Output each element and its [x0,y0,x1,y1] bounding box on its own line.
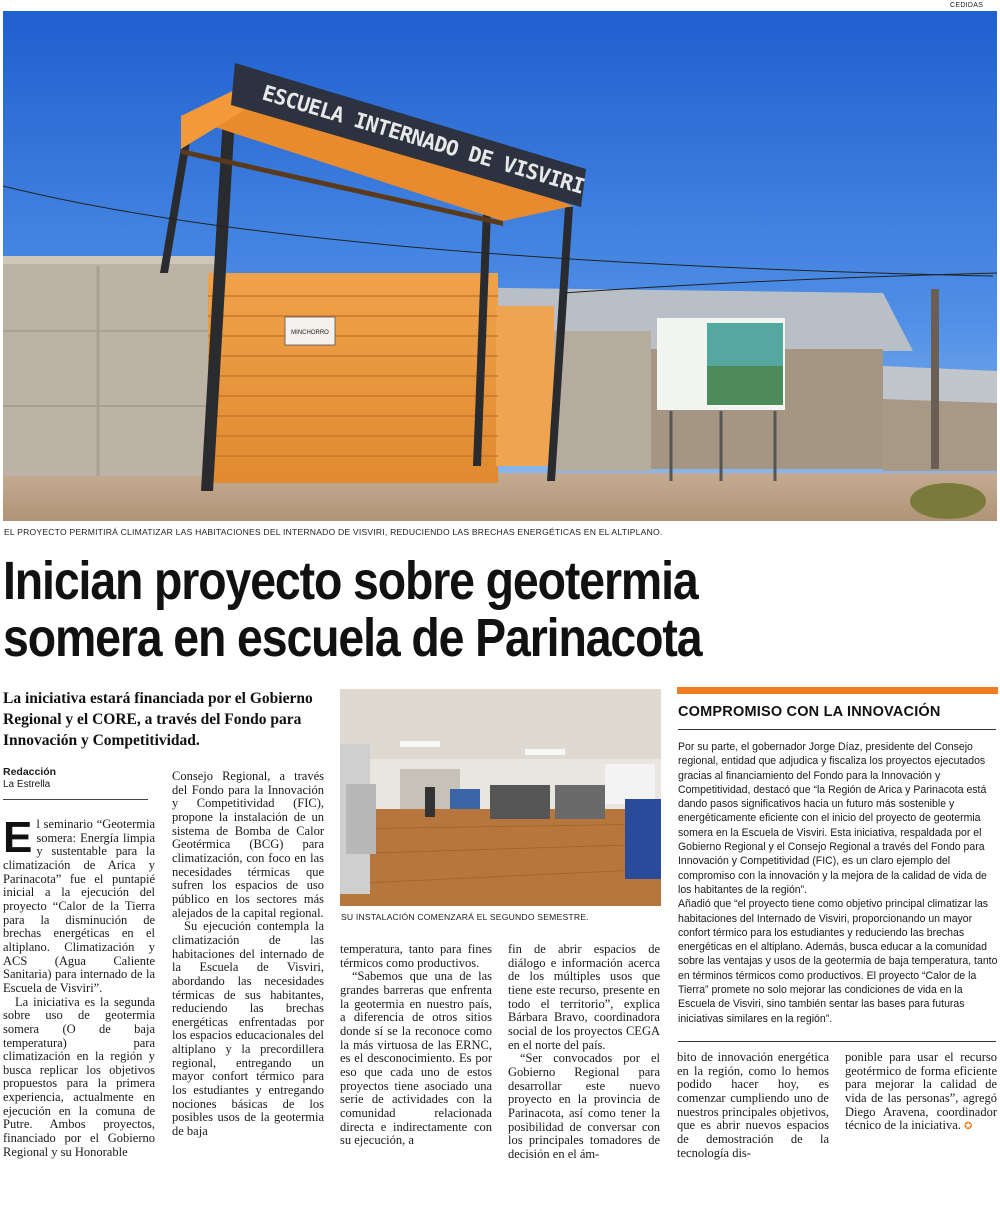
sidebar-text [678,740,998,1026]
headline [3,553,854,667]
body-column-4 [508,943,660,1162]
byline-author: Redacción [3,766,57,778]
sidebar-paragraph: Por su parte, el gobernador Jorge Díaz, presidente del Consejo regional, entidad que adjudica y fiscaliza los proyectos ejecutados gracias al financiamiento del Fondo para la Innovación y Competitividad, destacó que “la Región de Arica y Parinacota está dando pasos significativos hacia un futuro más sostenible y energéticamente eficiente con el inicio del proyecto de geotermia somera en la Escuela de Visviri. Esta iniciativa, respaldada por el Gobierno Regional y el Consejo Regional a través del Fondo para Innovación y Competitividad (FIC), es un claro ejemplo del compromiso con la innovación y la mejora de la calidad de vida de los habitantes de la región”. [678,741,987,896]
sidebar-bottom-divider [678,1041,996,1042]
paragraph: l seminario “Geotermia somera: Energía limpia y sustentable para la climatización de Arica y Parinacota” fue el puntapié inicial a la ejecución del proyecto “Calor de la Tierra para la disminución de brechas energéticas en el altiplano. Climatización y ACS (Agua Caliente Sanitaria) para internado de la Escuela de Visviri”. [3,817,155,995]
end-mark-icon: ✪ [964,1121,973,1133]
body-column-2 [172,770,324,1139]
paragraph: temperatura, tanto para fines térmicos como productivos. [340,942,492,970]
paragraph-text: ponible para usar el recurso geotérmico de forma eficiente para mejorar la calidad de vida de las personas”, agregó Diego Aravena, coordinador técnico de la iniciativa. [845,1050,997,1133]
dormitory-photo [340,689,661,906]
body-column-5 [677,1051,829,1160]
paragraph: Su ejecución contempla la climatización de las habitaciones del internado de la Escuela de Visviri, abordando las necesidades térmicas de sus habitantes, reduciendo las brechas energéticas enfrentadas por los espacios educacionales del altiplano y la precordillera regional, entregando un mayor confort térmico para los estudiantes y entregando nociones básicas de los posibles usos de la geotermia de baja [172,919,324,1139]
svg-text:MINCHORRO: MINCHORRO [291,330,329,336]
body-column-3 [340,943,492,1148]
sidebar-divider [678,729,996,730]
main-photo-caption: EL PROYECTO PERMITIRÁ CLIMATIZAR LAS HABITACIONES DEL INTERNADO DE VISVIRI, REDUCIENDO LAS BRECHAS ENERGÉTICAS EN EL ALTIPLANO. [4,527,663,537]
drop-cap: E [3,813,33,862]
photo-credit: CEDIDAS [950,2,984,9]
sidebar-title: COMPROMISO CON LA INNOVACIÓN [678,704,941,720]
body-column-6 [845,1051,997,1134]
paragraph: Consejo Regional, a través del Fondo para la Innovación y Competitividad (FIC), propone la instalación de un sistema de Bomba de Calor Geotérmica (BCG) para climatización, con foco en las necesidades térmicas que sufren los espacios de uso público en los sectores más alejados de la capital regional. [172,769,324,920]
paragraph: bito de innovación energética en la región, como lo hemos podido hacer hoy, es comenzar cumpliendo uno de nuestros principales objetivos, que es abrir nuevos espacios de demostración de la tecnología dis- [677,1050,829,1160]
sidebar-accent-bar [677,687,998,694]
headline-line-1: Inician proyecto sobre geotermia [3,551,698,611]
headline-line-2: somera en escuela de Parinacota [3,608,702,668]
byline-divider [3,799,148,800]
dormitory-photo-caption: SU INSTALACIÓN COMENZARÁ EL SEGUNDO SEMESTRE. [341,912,589,922]
byline-outlet: La Estrella [3,779,51,790]
paragraph: La iniciativa es la segunda sobre uso de geotermia somera (O de baja temperatura) para climatización en la región y busca replicar los objetivos propuestos para la primera experiencia, actualmente en ejecución en la comuna de Putre. Ambos proyectos, financiado por el Gobierno Regional y su Honorable [3,994,155,1159]
paragraph: “Ser convocados por el Gobierno Regional para desarrollar este nuevo proyecto en la provincia de Parinacota, así como tener la posibilidad de conversar con los principales tomadores de decisión en el ám- [508,1051,660,1161]
sidebar-paragraph: Añadió que “el proyecto tiene como objetivo principal climatizar las habitaciones del Internado de Visviri, proporcionando un mayor confort térmico para los estudiantes y reduciendo las brechas energéticas en el altiplano. Además, busca educar a la comunidad sobre las ventajas y usos de la geotermia de baja temperatura, tanto en términos térmicos como productivos. El proyecto “Calor de la Tierra” promete no solo mejorar las condiciones de vida en la Escuela de Visviri, sino también sentar las bases para futuras iniciativas similares en la región”. [678,898,998,1025]
paragraph [845,1051,997,1134]
subheadline: La iniciativa estará financiada por el Gobierno Regional y el CORE, a través del Fondo para Innovación y Competitividad. [3,690,313,749]
byline [3,766,56,791]
paragraph: fin de abrir espacios de diálogo e información acerca de los múltiples usos que tiene este recurso, presente en todo el territorio”, explica Bárbara Bravo, coordinadora social de los proyectos CEGA en el norte del país. [508,942,660,1052]
paragraph: “Sabemos que una de las grandes barreras que enfrenta la geotermia en nuestro país, a diferencia de otros sitios donde sí se la reconoce como la más virtuosa de las ERNC, es el desconocimiento. Es por eso que cada uno de estos proyectos tiene asociado una serie de actividades con la comunidad relacionada directa e indirectamente con su ejecución, a [340,969,492,1148]
svg-text:ESCUELA INTERNADO DE VISVIRI: ESCUELA INTERNADO DE VISVIRI [259,80,588,199]
body-column-1 [3,813,155,1159]
main-photo [3,11,997,521]
